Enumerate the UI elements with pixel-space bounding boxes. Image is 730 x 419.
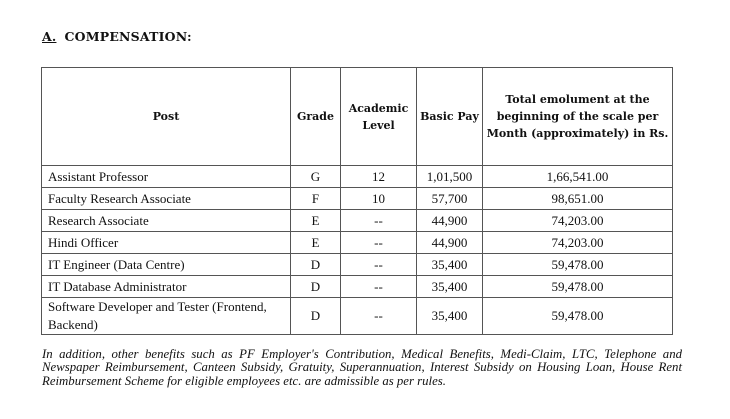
- benefits-note: In addition, other benefits such as PF Employer's Contribution, Medical Benefits, Medi-Claim, LTC, Telephone and Newspaper Reimbursement, Canteen Subsidy, Gratuity, Superannuation, Interest Subsidy on Housing Loan, House Rent Reimbursement Scheme for eligible employees etc. are admissible as per rules.: [42, 347, 682, 388]
- cell-level: 10: [341, 188, 417, 210]
- compensation-table: [41, 67, 673, 335]
- header-basic-pay: Basic Pay: [417, 68, 483, 166]
- table-row: [42, 232, 673, 254]
- cell-post: IT Engineer (Data Centre): [42, 254, 291, 276]
- cell-level: --: [341, 210, 417, 232]
- header-total-emolument: Total emolument at the beginning of the scale per Month (approximately) in Rs.: [483, 68, 673, 166]
- cell-total: 1,66,541.00: [483, 166, 673, 188]
- cell-level: 12: [341, 166, 417, 188]
- cell-post: Software Developer and Tester (Frontend, Backend): [42, 298, 291, 335]
- cell-grade: F: [291, 188, 341, 210]
- cell-total: 98,651.00: [483, 188, 673, 210]
- cell-basic-pay: 57,700: [417, 188, 483, 210]
- table-row: [42, 188, 673, 210]
- cell-total: 74,203.00: [483, 232, 673, 254]
- table-row: [42, 298, 673, 335]
- cell-level: --: [341, 254, 417, 276]
- header-grade: Grade: [291, 68, 341, 166]
- cell-basic-pay: 44,900: [417, 210, 483, 232]
- cell-level: --: [341, 276, 417, 298]
- cell-post: Faculty Research Associate: [42, 188, 291, 210]
- cell-grade: E: [291, 232, 341, 254]
- cell-basic-pay: 35,400: [417, 276, 483, 298]
- cell-grade: E: [291, 210, 341, 232]
- header-academic-level: Academic Level: [341, 68, 417, 166]
- section-letter: A.: [42, 29, 57, 44]
- cell-total: 59,478.00: [483, 254, 673, 276]
- cell-total: 74,203.00: [483, 210, 673, 232]
- cell-post: IT Database Administrator: [42, 276, 291, 298]
- cell-basic-pay: 35,400: [417, 298, 483, 335]
- cell-level: --: [341, 298, 417, 335]
- table-header-row: [42, 68, 673, 166]
- cell-grade: D: [291, 254, 341, 276]
- cell-grade: D: [291, 298, 341, 335]
- table-row: [42, 276, 673, 298]
- section-title: COMPENSATION:: [64, 29, 192, 44]
- cell-total: 59,478.00: [483, 298, 673, 335]
- cell-post: Assistant Professor: [42, 166, 291, 188]
- cell-post: Hindi Officer: [42, 232, 291, 254]
- cell-post: Research Associate: [42, 210, 291, 232]
- header-post: Post: [42, 68, 291, 166]
- table-row: [42, 210, 673, 232]
- table-row: [42, 254, 673, 276]
- cell-grade: G: [291, 166, 341, 188]
- table-row: [42, 166, 673, 188]
- cell-basic-pay: 1,01,500: [417, 166, 483, 188]
- cell-basic-pay: 44,900: [417, 232, 483, 254]
- cell-total: 59,478.00: [483, 276, 673, 298]
- cell-level: --: [341, 232, 417, 254]
- section-heading: [42, 29, 192, 44]
- cell-basic-pay: 35,400: [417, 254, 483, 276]
- cell-grade: D: [291, 276, 341, 298]
